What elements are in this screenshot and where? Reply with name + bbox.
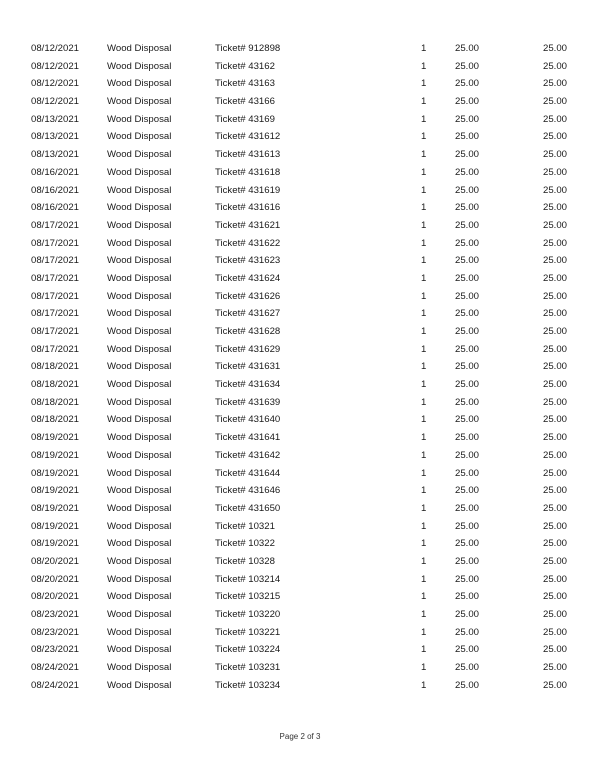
row-date: 08/19/2021 [31, 502, 80, 514]
row-quantity: 1 [421, 520, 427, 532]
row-amount: 25.00 [542, 555, 567, 567]
row-rate: 25.00 [455, 308, 480, 320]
table-row [0, 641, 600, 659]
row-amount: 25.00 [542, 361, 567, 373]
row-description: Wood Disposal [107, 361, 172, 373]
table-row [0, 199, 600, 217]
row-rate: 25.00 [455, 626, 480, 638]
table-row [0, 270, 600, 288]
row-rate: 25.00 [455, 326, 480, 337]
row-date: 08/18/2021 [31, 396, 80, 408]
row-rate: 25.00 [455, 131, 480, 143]
row-ticket-number: Ticket# 431616 [215, 202, 281, 214]
row-amount: 25.00 [542, 326, 567, 337]
row-rate: 25.00 [455, 379, 480, 391]
row-amount: 25.00 [542, 644, 567, 656]
row-description: Wood Disposal [107, 449, 172, 461]
row-rate: 25.00 [455, 644, 480, 656]
row-rate: 25.00 [455, 60, 480, 72]
row-description: Wood Disposal [107, 43, 172, 54]
row-date: 08/12/2021 [31, 78, 80, 90]
row-rate: 25.00 [455, 43, 480, 54]
row-amount: 25.00 [542, 432, 567, 444]
row-date: 08/17/2021 [31, 326, 80, 337]
row-quantity: 1 [421, 396, 427, 408]
row-rate: 25.00 [455, 538, 480, 550]
row-quantity: 1 [421, 662, 427, 674]
row-amount: 25.00 [542, 396, 567, 408]
row-amount: 25.00 [542, 166, 567, 178]
row-description: Wood Disposal [107, 591, 172, 603]
row-rate: 25.00 [455, 662, 480, 674]
table-row [0, 358, 600, 376]
row-quantity: 1 [421, 626, 427, 638]
row-amount: 25.00 [542, 255, 567, 267]
table-row [0, 323, 600, 341]
table-row [0, 58, 600, 76]
row-date: 08/13/2021 [31, 131, 80, 143]
row-quantity: 1 [421, 485, 427, 497]
row-description: Wood Disposal [107, 78, 172, 90]
row-ticket-number: Ticket# 43166 [215, 96, 275, 108]
row-description: Wood Disposal [107, 485, 172, 497]
row-rate: 25.00 [455, 679, 480, 691]
row-amount: 25.00 [542, 113, 567, 125]
row-description: Wood Disposal [107, 149, 172, 161]
page-number: Page 2 of 3 [279, 732, 321, 741]
row-date: 08/19/2021 [31, 520, 80, 532]
row-amount: 25.00 [542, 414, 567, 426]
row-ticket-number: Ticket# 431631 [215, 361, 281, 373]
row-quantity: 1 [421, 326, 427, 337]
row-description: Wood Disposal [107, 414, 172, 426]
row-ticket-number: Ticket# 431618 [215, 166, 281, 178]
table-row [0, 235, 600, 253]
row-date: 08/20/2021 [31, 555, 80, 567]
row-description: Wood Disposal [107, 237, 172, 249]
row-quantity: 1 [421, 131, 427, 143]
row-quantity: 1 [421, 43, 427, 54]
row-ticket-number: Ticket# 10321 [215, 520, 275, 532]
row-quantity: 1 [421, 644, 427, 656]
row-date: 08/17/2021 [31, 343, 80, 355]
row-ticket-number: Ticket# 103214 [215, 573, 281, 585]
row-description: Wood Disposal [107, 644, 172, 656]
row-rate: 25.00 [455, 237, 480, 249]
row-ticket-number: Ticket# 431634 [215, 379, 281, 391]
row-rate: 25.00 [455, 184, 480, 196]
row-description: Wood Disposal [107, 662, 172, 674]
row-quantity: 1 [421, 502, 427, 514]
row-quantity: 1 [421, 414, 427, 426]
table-row [0, 182, 600, 200]
row-date: 08/17/2021 [31, 255, 80, 267]
table-row [0, 111, 600, 129]
row-quantity: 1 [421, 290, 427, 302]
row-date: 08/20/2021 [31, 591, 80, 603]
row-description: Wood Disposal [107, 219, 172, 231]
table-row [0, 535, 600, 553]
row-rate: 25.00 [455, 202, 480, 214]
row-ticket-number: Ticket# 103224 [215, 644, 281, 656]
row-description: Wood Disposal [107, 290, 172, 302]
row-description: Wood Disposal [107, 379, 172, 391]
row-amount: 25.00 [542, 626, 567, 638]
row-amount: 25.00 [542, 609, 567, 620]
row-ticket-number: Ticket# 431626 [215, 290, 281, 302]
row-amount: 25.00 [542, 520, 567, 532]
row-description: Wood Disposal [107, 326, 172, 337]
table-row [0, 217, 600, 235]
table-row [0, 482, 600, 500]
row-description: Wood Disposal [107, 184, 172, 196]
row-rate: 25.00 [455, 414, 480, 426]
table-row [0, 288, 600, 306]
table-row [0, 553, 600, 571]
row-date: 08/12/2021 [31, 96, 80, 108]
row-date: 08/19/2021 [31, 449, 80, 461]
row-rate: 25.00 [455, 467, 480, 479]
table-row [0, 146, 600, 164]
row-quantity: 1 [421, 573, 427, 585]
row-date: 08/13/2021 [31, 149, 80, 161]
row-ticket-number: Ticket# 431629 [215, 343, 281, 355]
table-row [0, 588, 600, 606]
row-description: Wood Disposal [107, 609, 172, 620]
row-amount: 25.00 [542, 591, 567, 603]
row-quantity: 1 [421, 379, 427, 391]
row-amount: 25.00 [542, 43, 567, 54]
row-ticket-number: Ticket# 431641 [215, 432, 281, 444]
row-description: Wood Disposal [107, 60, 172, 72]
row-quantity: 1 [421, 272, 427, 284]
row-ticket-number: Ticket# 103215 [215, 591, 281, 603]
row-quantity: 1 [421, 467, 427, 479]
row-amount: 25.00 [542, 679, 567, 691]
table-row [0, 571, 600, 589]
row-quantity: 1 [421, 555, 427, 567]
row-date: 08/13/2021 [31, 113, 80, 125]
row-date: 08/17/2021 [31, 308, 80, 320]
row-quantity: 1 [421, 591, 427, 603]
row-quantity: 1 [421, 237, 427, 249]
row-rate: 25.00 [455, 449, 480, 461]
row-ticket-number: Ticket# 431612 [215, 131, 281, 143]
row-quantity: 1 [421, 255, 427, 267]
row-date: 08/17/2021 [31, 290, 80, 302]
row-date: 08/18/2021 [31, 379, 80, 391]
row-rate: 25.00 [455, 573, 480, 585]
row-amount: 25.00 [542, 449, 567, 461]
table-row [0, 341, 600, 359]
row-description: Wood Disposal [107, 343, 172, 355]
row-ticket-number: Ticket# 103221 [215, 626, 281, 638]
row-quantity: 1 [421, 149, 427, 161]
row-rate: 25.00 [455, 432, 480, 444]
row-amount: 25.00 [542, 237, 567, 249]
row-description: Wood Disposal [107, 308, 172, 320]
row-description: Wood Disposal [107, 272, 172, 284]
row-rate: 25.00 [455, 219, 480, 231]
row-amount: 25.00 [542, 290, 567, 302]
row-ticket-number: Ticket# 912898 [215, 43, 281, 54]
row-rate: 25.00 [455, 591, 480, 603]
row-rate: 25.00 [455, 113, 480, 125]
row-rate: 25.00 [455, 343, 480, 355]
row-description: Wood Disposal [107, 432, 172, 444]
row-ticket-number: Ticket# 431623 [215, 255, 281, 267]
row-quantity: 1 [421, 308, 427, 320]
row-quantity: 1 [421, 449, 427, 461]
row-quantity: 1 [421, 361, 427, 373]
row-ticket-number: Ticket# 103220 [215, 609, 281, 620]
row-description: Wood Disposal [107, 202, 172, 214]
table-row [0, 518, 600, 536]
row-date: 08/17/2021 [31, 237, 80, 249]
row-rate: 25.00 [455, 520, 480, 532]
row-date: 08/23/2021 [31, 644, 80, 656]
row-quantity: 1 [421, 96, 427, 108]
row-description: Wood Disposal [107, 396, 172, 408]
row-amount: 25.00 [542, 538, 567, 550]
row-ticket-number: Ticket# 103234 [215, 679, 281, 691]
row-amount: 25.00 [542, 60, 567, 72]
row-quantity: 1 [421, 609, 427, 620]
table-row [0, 447, 600, 465]
row-ticket-number: Ticket# 10328 [215, 555, 275, 567]
row-date: 08/24/2021 [31, 679, 80, 691]
row-description: Wood Disposal [107, 166, 172, 178]
table-row [0, 429, 600, 447]
table-row [0, 252, 600, 270]
row-ticket-number: Ticket# 431613 [215, 149, 281, 161]
row-rate: 25.00 [455, 272, 480, 284]
row-description: Wood Disposal [107, 520, 172, 532]
row-amount: 25.00 [542, 96, 567, 108]
row-quantity: 1 [421, 166, 427, 178]
row-rate: 25.00 [455, 255, 480, 267]
row-quantity: 1 [421, 184, 427, 196]
row-ticket-number: Ticket# 431627 [215, 308, 281, 320]
row-quantity: 1 [421, 343, 427, 355]
row-quantity: 1 [421, 538, 427, 550]
row-rate: 25.00 [455, 502, 480, 514]
row-ticket-number: Ticket# 43169 [215, 113, 275, 125]
row-amount: 25.00 [542, 219, 567, 231]
row-ticket-number: Ticket# 431640 [215, 414, 281, 426]
table-row [0, 659, 600, 677]
row-date: 08/17/2021 [31, 272, 80, 284]
row-rate: 25.00 [455, 78, 480, 90]
row-amount: 25.00 [542, 184, 567, 196]
table-row [0, 500, 600, 518]
row-ticket-number: Ticket# 431650 [215, 502, 281, 514]
row-ticket-number: Ticket# 43163 [215, 78, 275, 90]
table-row [0, 93, 600, 111]
row-quantity: 1 [421, 78, 427, 90]
table-row [0, 624, 600, 642]
row-description: Wood Disposal [107, 502, 172, 514]
row-ticket-number: Ticket# 431642 [215, 449, 281, 461]
row-amount: 25.00 [542, 272, 567, 284]
row-amount: 25.00 [542, 131, 567, 143]
row-description: Wood Disposal [107, 131, 172, 143]
row-ticket-number: Ticket# 431622 [215, 237, 281, 249]
row-quantity: 1 [421, 60, 427, 72]
row-description: Wood Disposal [107, 113, 172, 125]
row-rate: 25.00 [455, 96, 480, 108]
row-ticket-number: Ticket# 431644 [215, 467, 281, 479]
row-date: 08/17/2021 [31, 219, 80, 231]
row-rate: 25.00 [455, 149, 480, 161]
table-row [0, 465, 600, 483]
row-description: Wood Disposal [107, 555, 172, 567]
row-date: 08/19/2021 [31, 485, 80, 497]
row-amount: 25.00 [542, 573, 567, 585]
row-description: Wood Disposal [107, 255, 172, 267]
table-row [0, 411, 600, 429]
table-row [0, 376, 600, 394]
row-ticket-number: Ticket# 431619 [215, 184, 281, 196]
row-description: Wood Disposal [107, 679, 172, 691]
row-amount: 25.00 [542, 467, 567, 479]
row-ticket-number: Ticket# 10322 [215, 538, 275, 550]
row-description: Wood Disposal [107, 573, 172, 585]
row-rate: 25.00 [455, 166, 480, 178]
row-description: Wood Disposal [107, 626, 172, 638]
row-quantity: 1 [421, 219, 427, 231]
table-row [0, 40, 600, 58]
row-date: 08/19/2021 [31, 432, 80, 444]
row-date: 08/19/2021 [31, 467, 80, 479]
row-amount: 25.00 [542, 343, 567, 355]
row-description: Wood Disposal [107, 538, 172, 550]
row-amount: 25.00 [542, 78, 567, 90]
row-ticket-number: Ticket# 431646 [215, 485, 281, 497]
row-date: 08/16/2021 [31, 202, 80, 214]
row-description: Wood Disposal [107, 467, 172, 479]
row-rate: 25.00 [455, 485, 480, 497]
row-amount: 25.00 [542, 502, 567, 514]
row-quantity: 1 [421, 202, 427, 214]
table-row [0, 394, 600, 412]
row-date: 08/20/2021 [31, 573, 80, 585]
row-date: 08/16/2021 [31, 184, 80, 196]
row-amount: 25.00 [542, 485, 567, 497]
row-amount: 25.00 [542, 308, 567, 320]
row-quantity: 1 [421, 679, 427, 691]
row-rate: 25.00 [455, 361, 480, 373]
row-ticket-number: Ticket# 431628 [215, 326, 281, 337]
row-date: 08/24/2021 [31, 662, 80, 674]
row-amount: 25.00 [542, 202, 567, 214]
row-date: 08/18/2021 [31, 414, 80, 426]
row-amount: 25.00 [542, 149, 567, 161]
row-date: 08/16/2021 [31, 166, 80, 178]
row-rate: 25.00 [455, 290, 480, 302]
row-ticket-number: Ticket# 43162 [215, 60, 275, 72]
row-quantity: 1 [421, 432, 427, 444]
table-row [0, 606, 600, 624]
row-date: 08/12/2021 [31, 60, 80, 72]
row-description: Wood Disposal [107, 96, 172, 108]
row-date: 08/18/2021 [31, 361, 80, 373]
row-ticket-number: Ticket# 103231 [215, 662, 281, 674]
row-date: 08/19/2021 [31, 538, 80, 550]
row-rate: 25.00 [455, 555, 480, 567]
ledger-table [0, 40, 600, 694]
row-ticket-number: Ticket# 431621 [215, 219, 281, 231]
row-ticket-number: Ticket# 431624 [215, 272, 281, 284]
row-ticket-number: Ticket# 431639 [215, 396, 281, 408]
row-date: 08/23/2021 [31, 609, 80, 620]
row-date: 08/12/2021 [31, 43, 80, 54]
row-amount: 25.00 [542, 662, 567, 674]
row-amount: 25.00 [542, 379, 567, 391]
table-row [0, 128, 600, 146]
row-rate: 25.00 [455, 609, 480, 620]
row-date: 08/23/2021 [31, 626, 80, 638]
table-row [0, 75, 600, 93]
table-row [0, 677, 600, 695]
row-rate: 25.00 [455, 396, 480, 408]
table-row [0, 164, 600, 182]
row-quantity: 1 [421, 113, 427, 125]
table-row [0, 305, 600, 323]
